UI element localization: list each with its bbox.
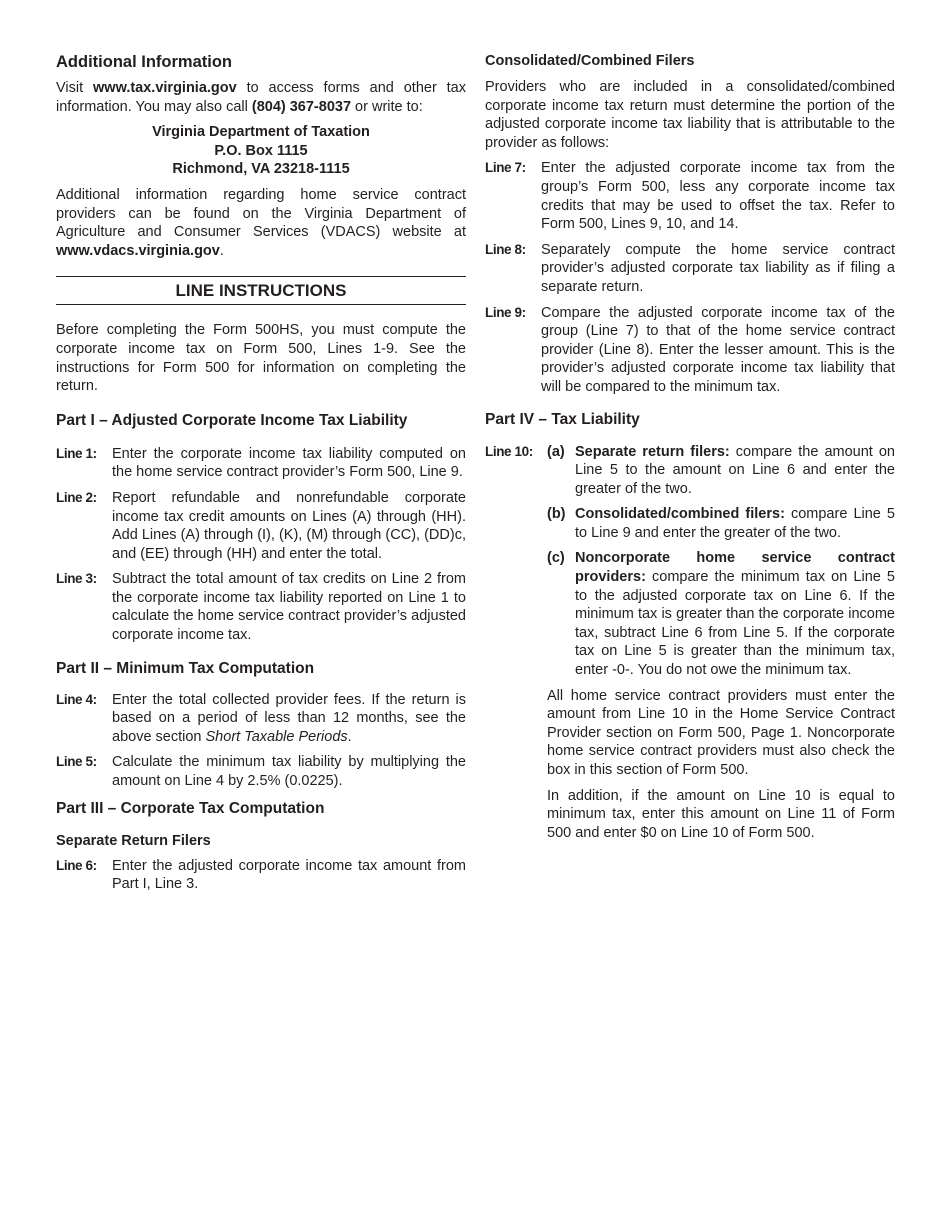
visit-text: Visit [56,80,94,96]
line-10-note-1: All home service contract providers must enter the amount from Line 10 in the Home Service Contract Provider section on Form 500, Page 1. Noncorporate home service contract providers must also check the box in this section of Form 500. [547,687,895,778]
line-7-label: Line 7: [485,160,526,176]
line-3-text: Subtract the total amount of tax credits on Line 2 from the corporate income tax liability reported on Line 1 to calculate the home service contract provider’s adjusted corporate income tax. [112,571,466,644]
line-5-text: Calculate the minimum tax liability by multiplying the amount on Line 4 by 2.5% (0.0225). [112,754,466,790]
line-5-item [56,753,466,790]
phone-number: (804) 367-8037 [251,98,352,115]
part2-title: Part II – Minimum Tax Computation [56,659,315,677]
tax-website-link[interactable]: www.tax.virginia.gov [93,80,237,96]
line-10-b-bold: Consolidated/combined filers: [575,506,785,523]
right-column [485,51,895,842]
line-10-a-body: compare the amount on Line 5 to the amount on Line 6 and enter the greater of the two. [575,443,895,497]
line-4-end: . [347,728,352,745]
line-10-label: Line 10: [485,443,533,459]
line-1-text: Enter the corporate income tax liability computed on the home service contract provider’s Form 500, Line 9. [112,445,466,481]
line-10-a-label: (a) [547,443,565,460]
additional-info-paragraph [56,79,466,116]
separate-return-filers-title: Separate Return Filers [56,832,211,849]
line-10-note-2: In addition, if the amount on Line 10 is equal to minimum tax, enter this amount on Line 11 of Form 500 and enter $0 on Line 10 of Form 500. [547,787,895,841]
line-2-item [56,489,466,563]
line-5-label: Line 5: [56,754,97,770]
line-10-b-text [575,505,895,542]
line-instructions-intro: Before completing the Form 500HS, you must compute the corporate income tax on Form 500, Lines 1-9. See the instructions for Form 500 for information on completing the return. [56,322,466,395]
line-4-label: Line 4: [56,691,97,707]
address-line-1: Virginia Department of Taxation [152,124,370,141]
line-10-c [547,549,895,679]
line-10-c-body: compare the minimum tax on Line 5 to the adjusted corporate tax on Line 6. If the minimum tax is greater than the corporate income tax, subtract Line 6 from Line 5. If the corporate tax on Line 5 is greater than the minimum tax, enter -0-. You do not owe the minimum tax. [575,569,895,679]
vdacs-paragraph [56,186,466,260]
line-10-a [547,443,895,499]
line-10-c-text [575,549,895,679]
part1-title: Part I – Adjusted Corporate Income Tax Liability [56,411,408,429]
left-column [56,51,466,894]
vdacs-text: Additional information regarding home service contract providers can be found on the Virginia Department of Agriculture and Consumer Services (VDACS) website at [56,186,466,241]
line-4-item [56,691,466,747]
line-8-item [485,241,895,297]
line-9-label: Line 9: [485,304,526,320]
additional-info-title: Additional Information [56,53,232,71]
part4-title: Part IV – Tax Liability [485,410,640,428]
line-6-item [56,857,466,894]
part3-title: Part III – Corporate Tax Computation [56,799,325,817]
vdacs-end: . [219,242,224,259]
line-7-text: Enter the adjusted corporate income tax from the group’s Form 500, less any corporate income tax credits that may be used to offset the tax. Refer to Form 500, Lines 9, 10, and 14. [541,160,895,233]
line-10-c-bold: Noncorporate home service contract providers: [575,550,895,586]
line-10-body [547,443,895,680]
line-10-b-label: (b) [547,506,566,523]
line-4-body: Enter the total collected provider fees. If the return is based on a period of less than 12 months, see the above section [112,691,466,745]
line-10-b-body: compare Line 5 to Line 9 and enter the greater of the two. [575,506,896,541]
consolidated-intro: Providers who are included in a consolidated/combined corporate income tax return must determine the portion of the adjusted corporate income tax liability that is attributable to the provider as follows: [485,79,895,151]
line-3-label: Line 3: [56,571,97,587]
line-1-item [56,445,466,482]
consolidated-filers-title: Consolidated/Combined Filers [485,53,695,69]
line-6-label: Line 6: [56,857,97,873]
line-instructions-heading: LINE INSTRUCTIONS [56,276,466,305]
line-3-item [56,570,466,644]
line-9-text: Compare the adjusted corporate income tax of the group (Line 7) to that of the home service contract provider (Line 8). Enter the lesser amount. This is the provider’s adjusted corporate income tax liability that will be compared to the minimum tax. [541,304,895,395]
line-10-b [547,505,895,542]
line-4-text [112,691,466,747]
vdacs-website-link[interactable]: www.vdacs.virginia.gov [56,242,220,259]
line-7-item [485,159,895,233]
line-10-a-bold: Separate return filers: [575,443,730,460]
line-6-text: Enter the adjusted corporate income tax amount from Part I, Line 3. [112,857,466,893]
line-10-item [485,443,895,680]
mid-text: to access forms and other tax information. You may also call [56,80,466,115]
line-10-a-text [575,443,895,499]
line-2-text: Report refundable and nonrefundable corporate income tax credit amounts on Lines (A) through (HH). Add Lines (A) through (I), (K), (M) through (CC), (DD)c, and (EE) through (HH) and enter the total. [112,489,466,562]
mailing-address [56,123,466,179]
end-text: or write to: [351,98,423,115]
line-8-label: Line 8: [485,241,526,257]
line-8-text: Separately compute the home service contract provider’s adjusted corporate tax liability as if filing a separate return. [541,241,895,295]
line-1-label: Line 1: [56,445,97,461]
line-2-label: Line 2: [56,489,97,505]
address-line-2: P.O. Box 1115 [214,142,308,159]
address-line-3: Richmond, VA 23218-1115 [172,161,350,178]
line-9-item [485,304,895,397]
line-10-c-label: (c) [547,550,565,567]
short-taxable-periods-ref: Short Taxable Periods [205,728,348,745]
